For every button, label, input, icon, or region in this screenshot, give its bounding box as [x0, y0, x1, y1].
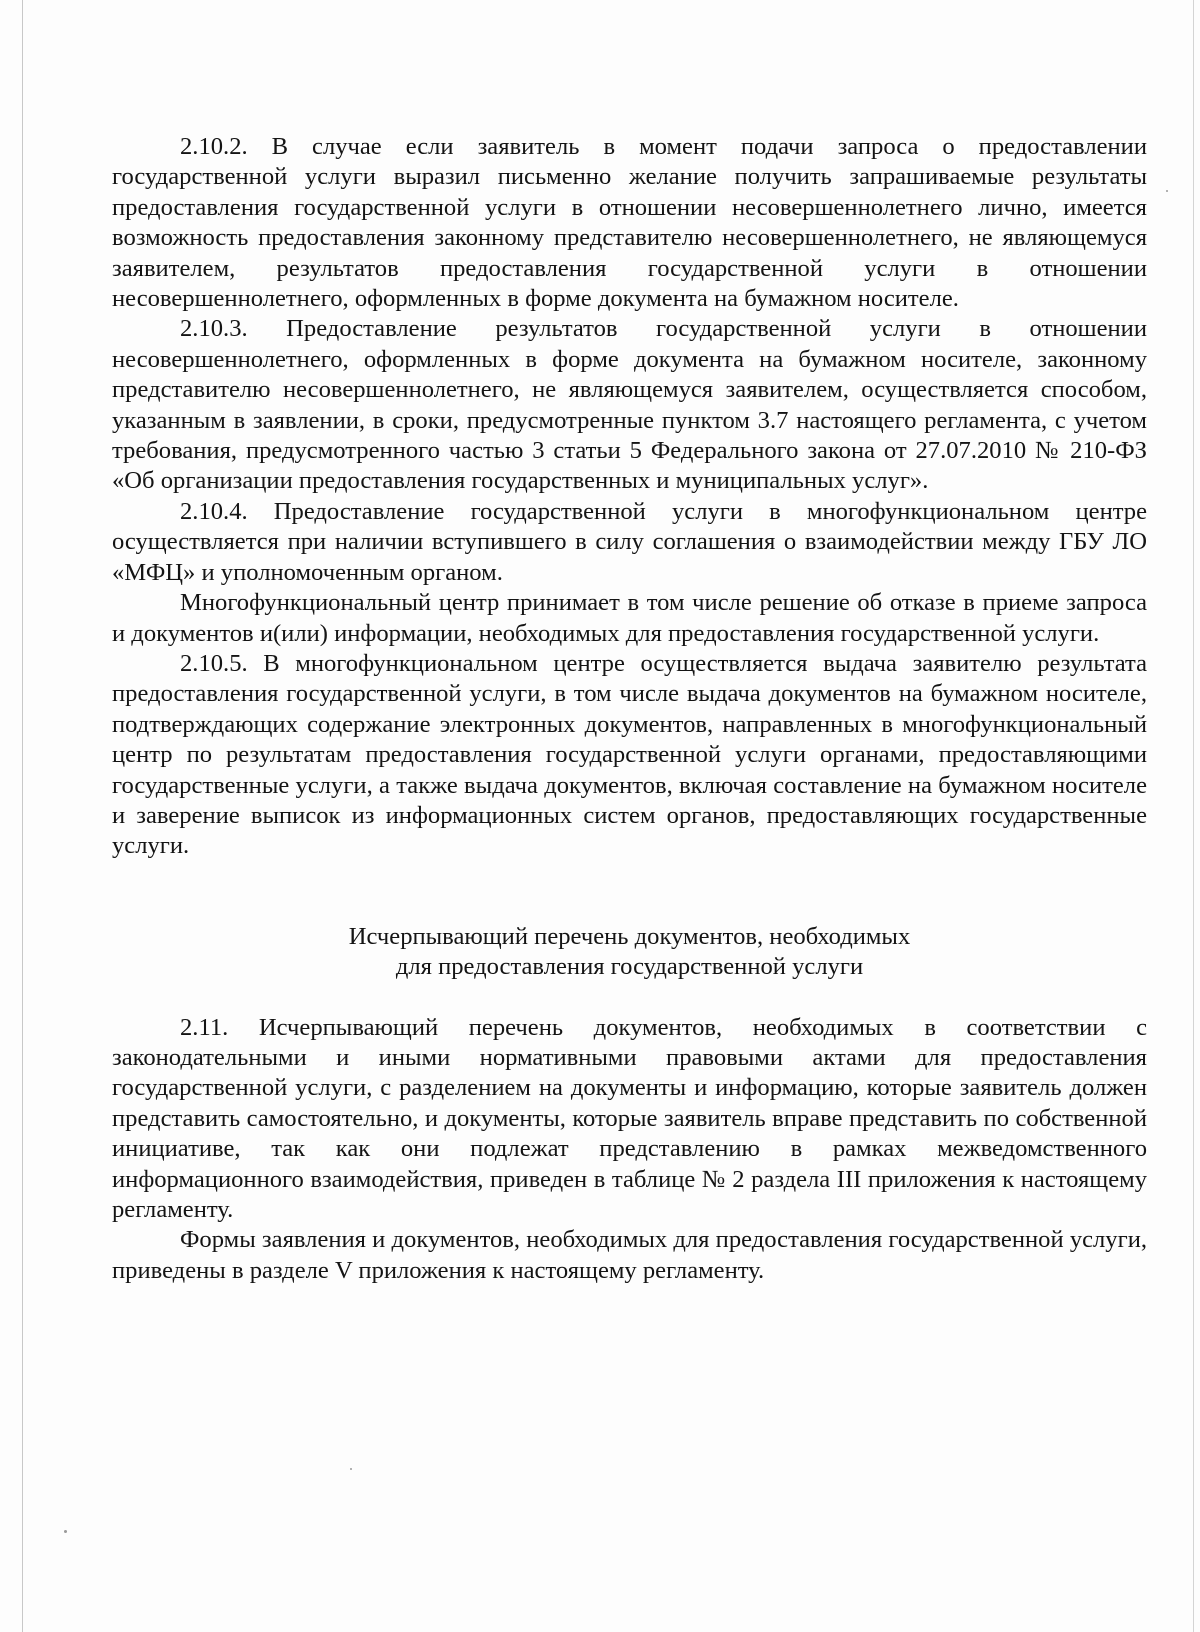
spacer	[112, 862, 1147, 922]
scan-speck	[1166, 190, 1168, 192]
scan-edge-left	[22, 0, 23, 1632]
scan-speck	[64, 1530, 67, 1533]
paragraph-2-10-4: 2.10.4. Предоставление государственной услуги в многофункциональном центре осуществляется при наличии вступившего в силу соглашения о взаимодействии между ГБУ ЛО «МФЦ» и уполномоченным органом.	[112, 497, 1147, 586]
paragraph-2-10-5: 2.10.5. В многофункциональном центре осуществляется выдача заявителю результата предоставления государственной услуги, в том числе выдача документов на бумажном носителе, подтверждающих содержание электронных документов, направленных в многофункциональный центр по результатам предоставления государственной услуги органами, предоставляющими государственные услуги, а также выдача документов, включая составление на бумажном носителе и заверение выписок из информационных систем органов, предоставляющих государственные услуги.	[112, 649, 1147, 860]
section-heading	[112, 922, 1147, 983]
section-heading-line-2: для предоставления государственной услуги	[395, 953, 864, 981]
spacer	[112, 983, 1147, 1013]
paragraph-mfc-decision: Многофункциональный центр принимает в том числе решение об отказе в приеме запроса и документов и(или) информации, необходимых для предоставления государственной услуги.	[112, 589, 1147, 647]
section-heading-line-1: Исчерпывающий перечень документов, необходимых	[348, 922, 911, 950]
paragraph-2-11: 2.11. Исчерпывающий перечень документов, необходимых в соответствии с законодательными и иными нормативными правовыми актами для предоставления государственной услуги, с разделением на документы и информацию, которые заявитель должен представить самостоятельно, и документы, которые заявитель вправе представить по собственной инициативе, так как они подлежат представлению в рамках межведомственного информационного взаимодействия, приведен в таблице № 2 раздела III приложения к настоящему регламенту.	[112, 1013, 1147, 1223]
scan-edge-right	[1193, 0, 1194, 1632]
scan-speck	[350, 1468, 352, 1470]
paragraph-2-10-3: 2.10.3. Предоставление результатов государственной услуги в отношении несовершеннолетнего, оформленных в форме документа на бумажном носителе, законному представителю несовершеннолетнего, не являющемуся заявителем, осуществляется способом, указанным в заявлении, в сроки, предусмотренные пунктом 3.7 настоящего регламента, с учетом требования, предусмотренного частью 3 статьи 5 Федерального закона от 27.07.2010 № 210-ФЗ «Об организации предоставления государственных и муниципальных услуг».	[112, 315, 1147, 495]
document-body	[112, 132, 1147, 1286]
paragraph-2-10-2: 2.10.2. В случае если заявитель в момент подачи запроса о предоставлении государственной услуги выразил письменно желание получить запрашиваемые результаты предоставления государственной услуги в отношении несовершеннолетнего лично, имеется возможность предоставления законному представителю несовершеннолетнего, не являющемуся заявителем, результатов предоставления государственной услуги в отношении несовершеннолетнего, оформленных в форме документа на бумажном носителе.	[112, 133, 1147, 313]
paragraph-forms: Формы заявления и документов, необходимых для предоставления государственной услуги, приведены в разделе V приложения к настоящему регламенту.	[112, 1226, 1147, 1284]
